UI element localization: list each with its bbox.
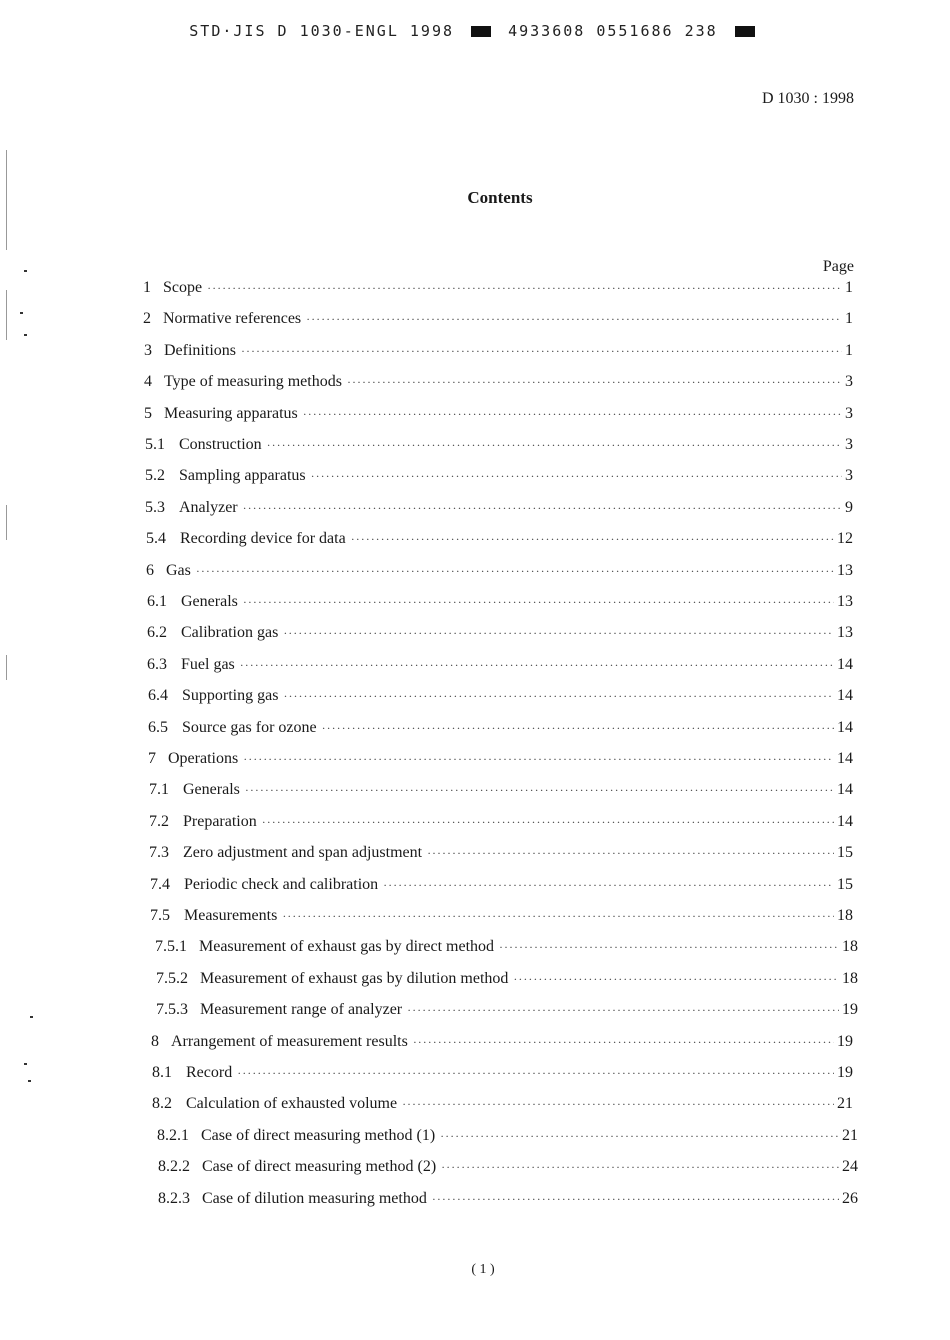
toc-entry-title: Source gas for ozone [182, 718, 317, 736]
toc-entry-title: Operations [168, 750, 239, 767]
toc-entry-page: 14 [837, 750, 853, 767]
toc-entry-number: 6.3 [147, 655, 167, 673]
toc-leader-dots [283, 622, 834, 644]
toc-entry-page: 3 [845, 373, 853, 391]
scan-margin-line [6, 655, 7, 680]
toc-entry[interactable] [145, 497, 853, 519]
toc-entry[interactable] [156, 968, 858, 990]
scan-speck [28, 1080, 31, 1082]
toc-entry-number: 7.5.3 [156, 1001, 188, 1019]
toc-entry-number: 8.2.2 [158, 1158, 190, 1176]
toc-entry-page: 1 [845, 341, 853, 359]
toc-entry-title: Definitions [164, 341, 236, 359]
toc-entry-number: 5.4 [146, 530, 166, 548]
toc-entry-number: 7.5.2 [156, 969, 188, 987]
toc-entry-title: Measurement of exhaust gas by dilution method [200, 969, 509, 987]
toc-entry[interactable] [152, 1093, 853, 1115]
toc-entry[interactable] [157, 1125, 858, 1147]
toc-leader-dots [347, 371, 842, 393]
toc-leader-dots [427, 842, 834, 864]
scan-speck [24, 270, 27, 272]
toc-entry[interactable] [156, 999, 858, 1021]
toc-entry-title: Zero adjustment and span adjustment [183, 844, 423, 862]
toc-entry[interactable] [158, 1156, 858, 1178]
header-code-right: 4933608 0551686 238 [508, 22, 718, 40]
toc-entry[interactable] [149, 779, 853, 801]
toc-entry-title: Arrangement of measurement results [171, 1032, 408, 1050]
toc-entry[interactable] [149, 842, 853, 864]
toc-entry-page: 3 [845, 436, 853, 453]
toc-entry[interactable] [150, 905, 853, 927]
document-code-header [0, 22, 950, 40]
scan-speck [30, 1016, 33, 1018]
toc-entry-title: Periodic check and calibration [184, 875, 379, 893]
toc-leader-dots [267, 434, 842, 456]
toc-entry-title: Preparation [183, 812, 257, 830]
toc-entry-page: 9 [845, 498, 853, 516]
scan-margin-line [6, 290, 7, 340]
toc-entry-page: 14 [837, 687, 853, 705]
toc-entry-number: 7.4 [150, 875, 170, 893]
toc-entry-number: 2 [143, 310, 151, 328]
toc-entry-number: 7.1 [149, 781, 169, 799]
toc-entry-page: 18 [842, 938, 858, 956]
toc-entry-title: Case of dilution measuring method [202, 1189, 427, 1207]
toc-entry-page: 3 [845, 404, 853, 422]
toc-entry[interactable] [150, 874, 853, 896]
toc-leader-dots [283, 685, 834, 707]
scan-margin-line [6, 505, 7, 540]
toc-entry-page: 13 [837, 593, 853, 610]
toc-entry-title: Normative references [163, 310, 302, 328]
toc-entry-number: 3 [144, 341, 152, 359]
toc-leader-dots [243, 748, 834, 770]
toc-entry-number: 7.5 [150, 907, 170, 924]
toc-leader-dots [207, 277, 842, 299]
contents-title: Contents [467, 188, 533, 207]
toc-entry-number: 7.5.1 [155, 938, 187, 956]
toc-entry-number: 6.2 [147, 624, 167, 642]
toc-entry-page: 18 [842, 969, 858, 987]
header-code-left: STD·JIS D 1030-ENGL 1998 [189, 22, 455, 40]
toc-entry-title: Gas [166, 561, 191, 579]
toc-leader-dots [311, 465, 842, 487]
toc-entry-title: Scope [163, 279, 203, 296]
toc-entry[interactable] [147, 622, 853, 644]
toc-entry[interactable] [151, 1031, 853, 1053]
toc-leader-dots [402, 1093, 834, 1115]
toc-entry-page: 14 [837, 655, 853, 673]
toc-entry-page: 13 [837, 561, 853, 579]
toc-entry[interactable] [143, 277, 853, 299]
toc-entry[interactable] [148, 717, 853, 739]
toc-entry-page: 26 [842, 1189, 858, 1207]
toc-entry-number: 7.2 [149, 812, 169, 830]
toc-entry[interactable] [148, 748, 853, 770]
toc-entry-number: 7.3 [149, 844, 169, 862]
toc-entry-number: 8.2.3 [158, 1189, 190, 1207]
toc-entry-title: Measurement of exhaust gas by direct method [199, 938, 495, 956]
toc-entry-number: 8.1 [152, 1064, 172, 1081]
toc-entry-page: 24 [842, 1158, 858, 1176]
toc-entry-number: 7 [148, 750, 156, 767]
toc-entry[interactable] [144, 371, 853, 393]
toc-leader-dots [499, 936, 839, 958]
toc-entry-number: 5 [144, 404, 152, 422]
toc-entry[interactable] [147, 591, 853, 613]
toc-entry[interactable] [143, 308, 853, 330]
toc-entry-number: 5.1 [145, 436, 165, 453]
toc-entry-number: 5.3 [145, 498, 165, 516]
toc-entry-title: Case of direct measuring method (2) [202, 1158, 437, 1176]
toc-entry[interactable] [152, 1062, 853, 1084]
scan-speck [24, 1063, 27, 1065]
toc-leader-dots [245, 779, 834, 801]
toc-entry-number: 4 [144, 373, 152, 391]
toc-entry-page: 13 [837, 624, 853, 642]
toc-entry-title: Supporting gas [182, 687, 279, 705]
toc-entry[interactable] [146, 528, 853, 550]
toc-entry-page: 3 [845, 467, 853, 485]
footer-page-number: ( 1 ) [471, 1262, 495, 1277]
toc-entry-title: Record [186, 1064, 233, 1081]
toc-entry-page: 18 [837, 907, 853, 924]
toc-entry-number: 6.4 [148, 687, 168, 705]
toc-entry-title: Calibration gas [181, 624, 279, 642]
toc-entry-page: 14 [837, 781, 853, 799]
toc-entry-title: Generals [181, 593, 238, 610]
toc-leader-dots [440, 1125, 839, 1147]
toc-leader-dots [240, 654, 834, 676]
toc-leader-dots [196, 560, 834, 582]
toc-leader-dots [441, 1156, 839, 1178]
toc-entry-title: Analyzer [179, 498, 238, 516]
toc-leader-dots [241, 340, 842, 362]
toc-entry[interactable] [158, 1188, 858, 1210]
toc-entry-page: 15 [837, 875, 853, 893]
toc-entry-number: 6 [146, 561, 154, 579]
toc-entry-number: 6.5 [148, 718, 168, 736]
toc-leader-dots [322, 717, 834, 739]
toc-leader-dots [243, 497, 842, 519]
toc-entry[interactable] [145, 465, 853, 487]
toc-leader-dots [243, 591, 834, 613]
toc-entry-title: Measuring apparatus [164, 404, 298, 422]
toc-entry-number: 8 [151, 1032, 159, 1050]
toc-entry-number: 6.1 [147, 593, 167, 610]
doc-number: D 1030 : 1998 [762, 90, 854, 107]
scan-margin-line [6, 150, 7, 250]
toc-entry[interactable] [149, 811, 853, 833]
toc-entry-page: 1 [845, 310, 853, 328]
toc-entry[interactable] [147, 654, 853, 676]
toc-entry[interactable] [155, 936, 858, 958]
toc-entry-title: Fuel gas [181, 655, 235, 673]
toc-entry[interactable] [144, 340, 853, 362]
toc-entry[interactable] [145, 434, 853, 456]
toc-entry-page: 21 [837, 1095, 853, 1113]
toc-entry-page: 19 [837, 1032, 853, 1050]
toc-entry-title: Type of measuring methods [164, 373, 342, 391]
toc-entry-page: 19 [837, 1064, 853, 1081]
toc-leader-dots [351, 528, 834, 550]
toc-entry-number: 5.2 [145, 467, 165, 485]
toc-entry[interactable] [148, 685, 853, 707]
toc-entry-title: Measurement range of analyzer [200, 1001, 403, 1019]
page-column-label: Page [822, 258, 854, 275]
toc-entry-number: 8.2.1 [157, 1126, 189, 1144]
toc-entry-title: Sampling apparatus [179, 467, 306, 485]
scan-speck [20, 312, 23, 314]
toc-entry[interactable] [144, 403, 853, 425]
toc-entry-page: 12 [837, 530, 853, 548]
toc-leader-dots [282, 905, 834, 927]
toc-leader-dots [383, 874, 834, 896]
redaction-block [735, 26, 755, 37]
toc-entry-title: Generals [183, 781, 240, 799]
toc-leader-dots [413, 1031, 834, 1053]
toc-leader-dots [303, 403, 842, 425]
toc-entry-title: Calculation of exhausted volume [186, 1095, 398, 1113]
toc-leader-dots [407, 999, 839, 1021]
toc-leader-dots [306, 308, 842, 330]
toc-entry-page: 19 [842, 1001, 858, 1019]
toc-leader-dots [513, 968, 839, 990]
scan-speck [24, 334, 27, 336]
toc-entry-title: Recording device for data [180, 530, 346, 548]
toc-entry-page: 14 [837, 718, 853, 736]
toc-entry-page: 15 [837, 844, 853, 862]
toc-entry-page: 14 [837, 812, 853, 830]
toc-leader-dots [237, 1062, 834, 1084]
redaction-block [471, 26, 491, 37]
toc-entry-number: 8.2 [152, 1095, 172, 1113]
toc-entry-page: 21 [842, 1126, 858, 1144]
toc-entry-number: 1 [143, 279, 151, 296]
toc-entry-title: Construction [179, 436, 262, 453]
toc-entry-title: Measurements [184, 907, 278, 924]
toc-leader-dots [262, 811, 834, 833]
toc-entry-page: 1 [845, 279, 853, 296]
toc-entry-title: Case of direct measuring method (1) [201, 1126, 436, 1144]
toc-leader-dots [432, 1188, 839, 1210]
toc-entry[interactable] [146, 560, 853, 582]
